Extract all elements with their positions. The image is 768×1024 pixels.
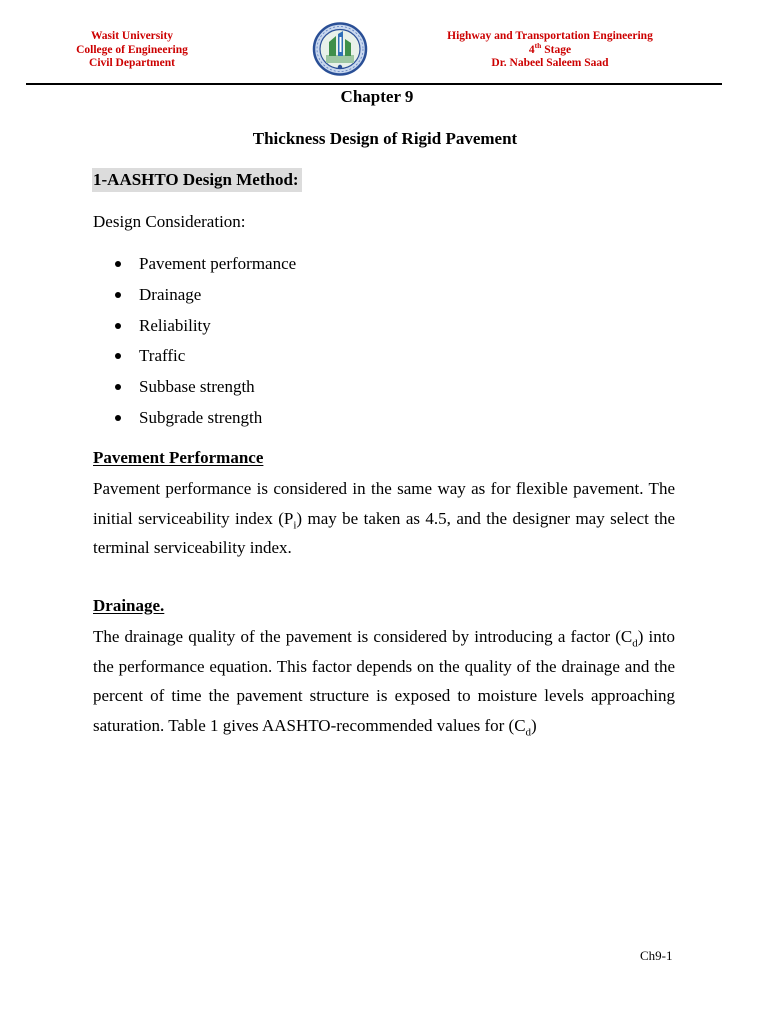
section-heading: 1-AASHTO Design Method: [92,168,302,192]
instructor-name: Dr. Nabeel Saleem Saad [491,57,609,69]
paragraph-text: ) may be taken as 4.5, and the designer may select the terminal serviceability index. [93,508,676,557]
page-title: Thickness Design of Rigid Pavement [252,129,518,148]
header-divider [26,83,722,85]
stage-number: 4 [528,43,535,56]
chapter-heading: Chapter 9 [340,87,414,106]
bullet-icon [115,261,121,267]
bullet-icon [115,384,121,390]
paragraph-text: ) into the performance equation. This factor depends on the quality of the drainage and the percent of time the pavement structure is exposed to moisture levels approaching saturation. Table 1 gives AASHTO-recommended values for (C [93,627,676,735]
department-name: Civil Department [89,57,175,69]
subscript: d [632,637,638,650]
list-item-text: Subbase strength [139,377,255,397]
bullet-icon [115,353,121,359]
header-institution [52,30,212,71]
header-course [418,30,682,71]
list-item-text: Pavement performance [139,254,297,273]
university-seal-icon [312,22,368,76]
university-name: Wasit University [90,30,174,42]
stage-word: Stage [541,43,572,56]
paragraph-text: ) [531,715,537,735]
paragraph-text: Pavement performance is considered in the same way as for flexible pavement. The initial serviceability index (P [93,479,675,528]
stage-label [418,40,682,58]
list-item-text: Traffic [139,346,186,366]
drainage-heading: Drainage. [93,596,165,615]
paragraph-text: The drainage quality of the pavement is considered by introducing a factor (C [93,627,633,646]
list-item-text: Reliability [139,315,211,335]
pavement-performance-heading: Pavement Performance [93,448,264,467]
bullet-icon [115,292,121,298]
list-item-text: Drainage [139,284,202,304]
bullet-icon [115,323,121,329]
drainage-paragraph [93,622,675,740]
stage-suffix: th [534,40,542,50]
college-name: College of Engineering [76,43,188,56]
list-item-text: Subgrade strength [139,407,263,427]
subscript: i [293,518,297,531]
design-consideration-label: Design Consideration: [93,212,246,231]
course-name: Highway and Transportation Engineering [447,30,653,42]
bullet-icon [115,415,121,421]
subscript: d [525,725,532,738]
page-number: Ch9-1 [640,948,673,963]
pavement-performance-paragraph [93,474,675,563]
